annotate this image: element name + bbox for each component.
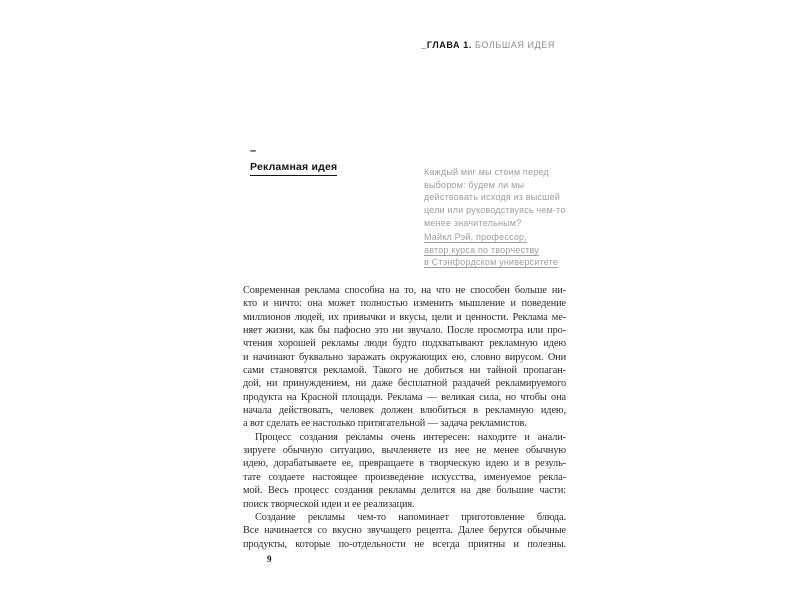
epigraph-attribution bbox=[424, 231, 574, 269]
attribution-line: автор курса по творчеству bbox=[424, 244, 539, 255]
body-text-line: Все начинается со вкусно звучащего рецепта. Далее берутся обычные bbox=[243, 525, 566, 537]
body-text bbox=[243, 284, 566, 551]
page-number: 9 bbox=[267, 554, 272, 564]
body-text-line: Процесс создания рекламы очень интересен: находите и анали- bbox=[255, 431, 566, 443]
epigraph-line: Каждый миг мы стоим перед bbox=[424, 167, 549, 177]
section-heading: Рекламная идея bbox=[250, 161, 337, 176]
body-text-line: идею, дорабатываете ее, превращаете в творческую идею и в резуль- bbox=[243, 458, 566, 470]
body-text-line: зируете обычную ситуацию, вычленяете из нее не менее обычную bbox=[243, 445, 566, 457]
epigraph-line: выбором: будем ли мы bbox=[424, 179, 525, 190]
attribution-line: в Стэнфордском университете bbox=[424, 257, 559, 268]
body-text-line: кто и ничто: она может полностью изменить мышление и поведение bbox=[243, 298, 566, 310]
body-text-line: чтения хорошей рекламы люди будто подхватывают рекламную идею bbox=[243, 338, 566, 350]
body-text-line: а вот сделать ее настолько притягательной — задача рекламистов. bbox=[243, 418, 527, 430]
body-text-line: сами становятся рекламой. Такого не добиться ни тайной пропаган- bbox=[243, 365, 566, 377]
body-text-line: Создание рекламы чем-то напоминает приготовление блюда. bbox=[255, 511, 566, 523]
epigraph-quote bbox=[424, 166, 574, 230]
body-text-line: начала действовать, человек должен влюбиться в рекламную идею, bbox=[243, 405, 566, 417]
body-text-line: дой, ни принуждением, ни даже бесплатной раздачей рекламируемого bbox=[243, 378, 566, 390]
body-text-line: продукта на Красной площади. Реклама — великая сила, но чтобы она bbox=[243, 391, 566, 403]
epigraph-line: менее значительным? bbox=[424, 217, 522, 228]
body-text-line: няет жизни, как бы пафосно это ни звучало. После просмотра или про- bbox=[243, 325, 566, 337]
body-text-line: Современная реклама способна на то, на что не способен больше ни- bbox=[243, 285, 566, 296]
body-text-line: миллионов людей, их привычки и вкусы, цели и ценности. Реклама ме- bbox=[243, 311, 566, 323]
body-text-line: мой. Весь процесс создания рекламы делится на две большие части: bbox=[243, 485, 566, 497]
body-text-line: и начинают буквально заражать окружающих ею, словно вирусом. Они bbox=[243, 351, 566, 363]
chapter-label: _ГЛАВА 1. bbox=[421, 40, 472, 50]
body-text-line: продукты, которые по-отдельности не всегда приятны и полезны. bbox=[243, 538, 566, 550]
section-marker: – bbox=[250, 145, 257, 157]
epigraph-line: действовать исходя из высшей bbox=[424, 192, 561, 203]
body-text-line: тате создаете настоящее произведение искусства, именуемое рекла- bbox=[243, 471, 566, 483]
chapter-title: БОЛЬШАЯ ИДЕЯ bbox=[474, 40, 555, 50]
body-text-line: поиск творческой идеи и ее реализация. bbox=[243, 498, 415, 510]
attribution-line: Майкл Рэй, профессор, bbox=[424, 232, 527, 242]
epigraph-line: цели или руководствуясь чем-то bbox=[424, 205, 566, 216]
chapter-header bbox=[421, 40, 555, 50]
